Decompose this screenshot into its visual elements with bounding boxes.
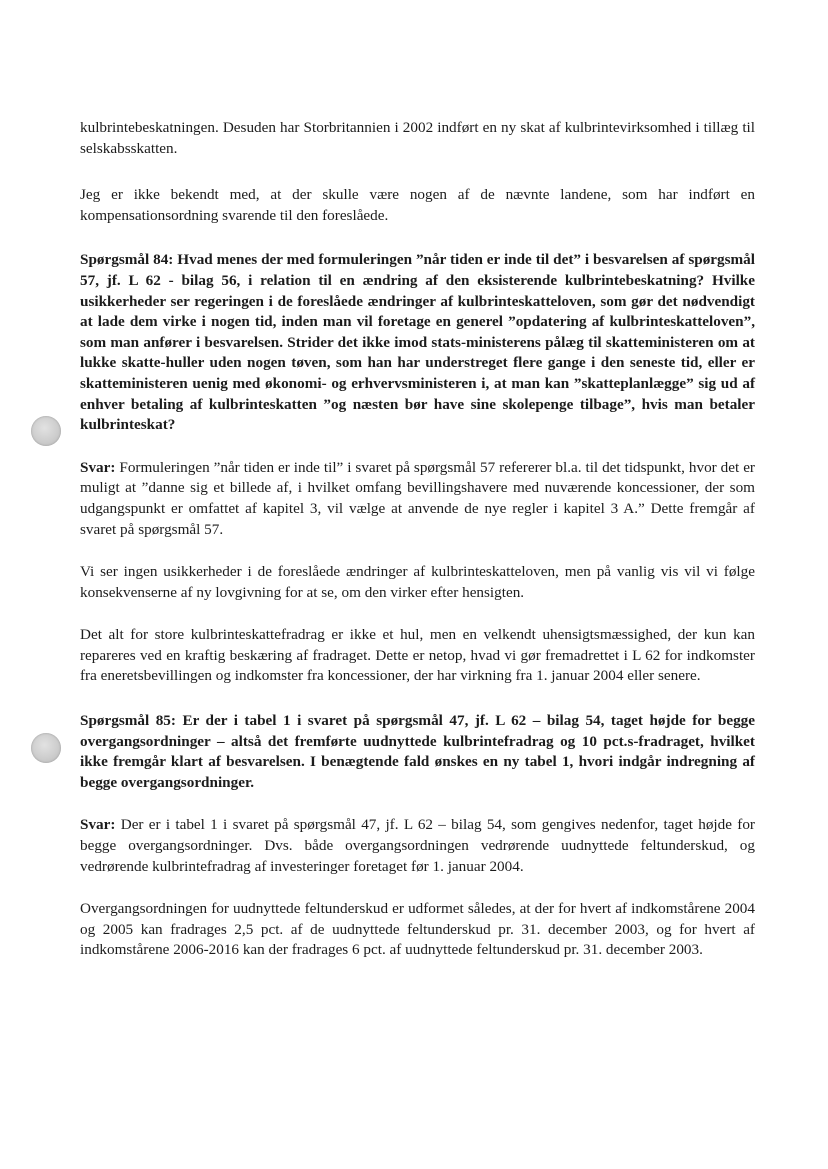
paragraph-text: Vi ser ingen usikkerheder i de foreslåede ændringer af kulbrinteskatteloven, men på vanlig vis vil vi følge konsekvenserne af ny lovgivning for at se, om den virker efter hensigten.: [80, 563, 755, 601]
answer-label: Svar:: [80, 458, 116, 476]
paragraph-text: Jeg er ikke bekendt med, at der skulle være nogen af de nævnte landene, som har indført en kompensationsordning svarende til den foreslåede.: [80, 186, 755, 224]
document-body: [80, 118, 755, 961]
question-text: Spørgsmål 85: Er der i tabel 1 i svaret på spørgsmål 47, jf. L 62 – bilag 54, taget højde for begge overgangsordninger – altså det fremførte uudnyttede kulbrintefradrag og 10 pct.s-fradraget, hvilket ikke fremgår klart af besvarelsen. I benægtende fald ønskes en ny tabel 1, hvori indgår indregning af begge overgangsordninger.: [80, 712, 755, 791]
question-85: [80, 711, 755, 793]
answer-label: Svar:: [80, 816, 116, 834]
answer-85: [80, 815, 755, 877]
punch-hole-mark: [31, 733, 61, 763]
paragraph-text: Det alt for store kulbrinteskattefradrag er ikke et hul, men en velkendt uhensigtsmæssighed, der kun kan repareres ved en kraftig beskæring af fradraget. Dette er netop, hvad vi gør fremadrettet i L 62 for indkomster fra eneretsbevillingen og indkomster fra koncessioner, der har virkning fra 1. januar 2004 eller senere.: [80, 626, 755, 685]
answer-text: Der er i tabel 1 i svaret på spørgsmål 47, jf. L 62 – bilag 54, som gengives nedenfor, taget højde for begge overgangsordninger. Dvs. både overgangsordningen vedrørende uudnyttede feltunderskud, og vedrørende kulbrintefradrag af investeringer foretaget før 1. januar 2004.: [80, 816, 755, 875]
paragraph: [80, 118, 755, 159]
punch-hole-mark: [31, 416, 61, 446]
answer-84: [80, 458, 755, 540]
paragraph-text: Overgangsordningen for uudnyttede feltunderskud er udformet således, at der for hvert af indkomstårene 2004 og 2005 kan fradrages 2,5 pct. af de uudnyttede feltunderskud pr. 31. december 2003, og for hvert af indkomstårene 2006-2016 kan der fradrages 6 pct. af uudnyttede feltunderskud pr. 31. december 2003.: [80, 900, 755, 959]
question-text: Spørgsmål 84: Hvad menes der med formuleringen ”når tiden er inde til det” i besvarelsen af spørgsmål 57, jf. L 62 - bilag 56, i relation til en ændring af den eksisterende kulbrintebeskatning? Hvilke usikkerheder ser regeringen i de foreslåede ændringer af kulbrinteskatteloven, som gør det nødvendigt at lade dem virke i nogen tid, inden man vil foretage en generel ”opdatering af kulbrinteskatteloven”, som man anfører i besvarelsen. Strider det ikke imod stats-ministerens pålæg til skatteministeren om at lukke skatte-huller uden nogen tøven, som han har understreget flere gange i den seneste tid, eller er skatteministeren uenig med økonomi- og erhvervsministeren i, at man kan ”skatteplanlægge” sig ud af enhver betaling af kulbrinteskatten ”og næsten bør have sine skolepenge tilbage”, hvis man betaler kulbrinteskat?: [80, 251, 755, 434]
question-84: [80, 250, 755, 435]
paragraph: [80, 562, 755, 603]
paragraph: [80, 625, 755, 687]
paragraph: [80, 899, 755, 961]
answer-text: Formuleringen ”når tiden er inde til” i svaret på spørgsmål 57 refererer bl.a. til det tidspunkt, hvor det er muligt at ”danne sig et billede af, i hvilket omfang bevillingshavere med nuværende koncessioner, der som udgangspunkt er omfattet af kapitel 3, vil vælge at anvende de nye regler i kapitel 3 A.” Dette fremgår af svaret på spørgsmål 57.: [80, 458, 755, 538]
paragraph-text: kulbrintebeskatningen. Desuden har Storbritannien i 2002 indført en ny skat af kulbrintevirksomhed i tillæg til selskabsskatten.: [80, 119, 755, 157]
paragraph: [80, 185, 755, 226]
